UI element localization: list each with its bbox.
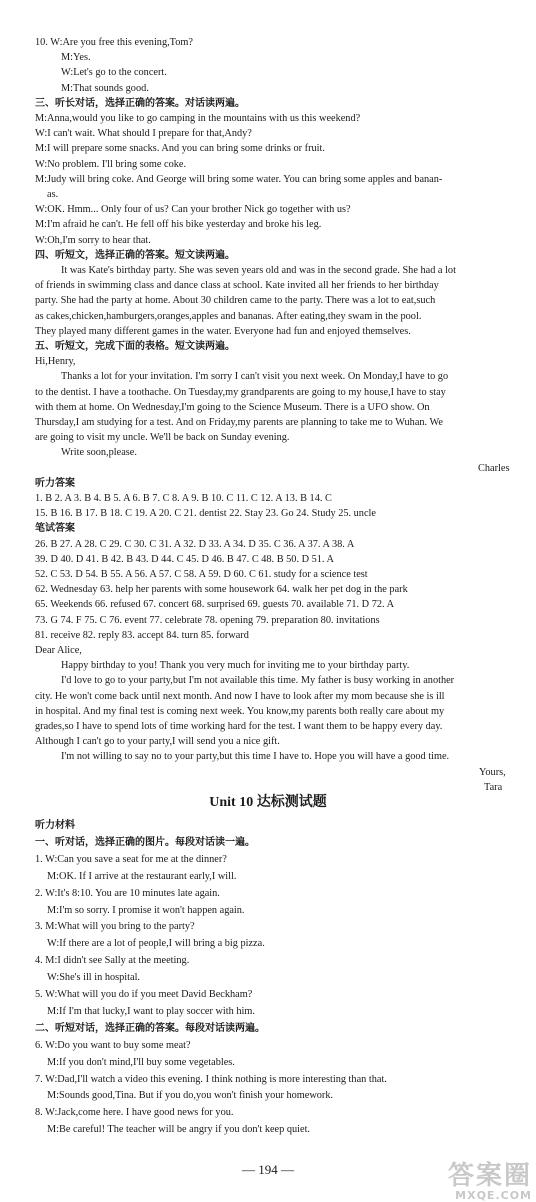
text-line: 4. M:I didn't see Sally at the meeting. <box>35 955 190 967</box>
text-line: M:Judy will bring coke. And George will bring some water. You can bring some apples and banan- <box>35 173 443 185</box>
text-line: W:OK. Hmm... Only four of us? Can your brother Nick go together with us? <box>35 204 351 216</box>
text-line: city. He won't come back until next month. And now I have to look after my mom because she is ill <box>35 690 445 702</box>
text-line: 5. W:What will you do if you meet David Beckham? <box>35 989 253 1000</box>
text-line: party. She had the party at home. About 30 children came to the party. There was a lot to eat,such <box>35 295 436 307</box>
text-line: M:I will prepare some snacks. And you can bring some drinks or fruit. <box>35 143 325 155</box>
text-line: as. <box>47 189 59 200</box>
text-line: I'd love to go to your party,but I'm not available this time. My father is busy working in another <box>61 675 455 687</box>
watermark-logo: 答案圈 MXQE.COM <box>447 1161 532 1202</box>
text-line: 1. B 2. A 3. B 4. B 5. A 6. B 7. C 8. A 9. B 10. C 11. C 12. A 13. B 14. C <box>35 493 332 504</box>
text-line: Thursday,I am studying for a test. And on Friday,my parents are planning to take me to Wuhan. We <box>35 417 443 428</box>
text-line: Happy birthday to you! Thank you very much for inviting me to your birthday party. <box>61 660 410 672</box>
text-line: Write soon,please. <box>61 447 137 459</box>
text-line: grades,so I have to spend lots of time working hard for the test. I want them to be happy every day. <box>35 721 443 732</box>
text-line: W:Oh,I'm sorry to hear that. <box>35 234 151 246</box>
text-line: 1. W:Can you save a seat for me at the dinner? <box>35 853 227 865</box>
text-line: Dear Alice, <box>35 645 82 656</box>
text-line: 62. Wednesday 63. help her parents with some housework 64. walk her pet dog in the park <box>35 584 408 596</box>
text-line: Tara <box>484 781 503 793</box>
text-line: as cakes,chicken,hamburgers,oranges,apples and bananas. After eating,they swam in the pool. <box>35 310 422 322</box>
text-line: 6. W:Do you want to buy some meat? <box>35 1039 191 1051</box>
text-line: 2. W:It's 8:10. You are 10 minutes late again. <box>35 887 220 899</box>
text-line: 3. M:What will you bring to the party? <box>35 921 195 933</box>
text-line: with them at home. On Wednesday,I'm going to the Science Museum. There is a UFO show. On <box>35 401 430 413</box>
text-line: W:Let's go to the concert. <box>61 67 167 79</box>
text-line: of friends in swimming class and dance class at school. Kate invited all her friends to her birthday <box>35 280 439 292</box>
section-heading: 五、听短文，完成下面的表格。短文读两遍。 <box>35 341 235 352</box>
text-line: M:I'm afraid he can't. He fell off his bike yesterday and broke his leg. <box>35 219 322 231</box>
section-heading: 笔试答案 <box>35 523 75 535</box>
text-line: W:She's ill in hospital. <box>47 972 140 984</box>
text-line: M:Yes. <box>61 52 91 64</box>
text-line: M:Anna,would you like to go camping in the mountains with us this weekend? <box>35 113 361 124</box>
text-line: M:Sounds good,Tina. But if you do,you won't finish your homework. <box>47 1090 334 1102</box>
text-line: Yours, <box>479 766 506 778</box>
text-line: M:Be careful! The teacher will be angry if you don't keep quiet. <box>47 1124 310 1136</box>
section-heading: 四、听短文，选择正确的答案。短文读两遍。 <box>35 249 235 261</box>
text-line: Thanks a lot for your invitation. I'm sorry I can't visit you next week. On Monday,I have to go <box>61 371 449 383</box>
page-number: — 194 — <box>242 1162 294 1177</box>
text-line: They played many different games in the water. Everyone had fun and enjoyed themselves. <box>35 325 411 337</box>
text-line: 26. B 27. A 28. C 29. C 30. C 31. A 32. D 33. A 34. D 35. C 36. A 37. A 38. A <box>35 538 355 550</box>
text-line: M:If I'm that lucky,I want to play soccer with him. <box>47 1005 255 1017</box>
text-line: M:That sounds good. <box>61 82 149 94</box>
text-line: in hospital. And my final test is coming next week. You know,my parents both really care about my <box>35 705 445 717</box>
text-line: 8. W:Jack,come here. I have good news for you. <box>35 1107 234 1119</box>
text-line: 73. G 74. F 75. C 76. event 77. celebrate 78. opening 79. preparation 80. invitations <box>35 614 380 626</box>
text-line: M:OK. If I arrive at the restaurant early,I will. <box>47 870 237 882</box>
text-line: I'm not willing to say no to your party,but this time I have to. Hope you will have a good time. <box>61 751 450 763</box>
text-line: Hi,Henry, <box>35 356 76 368</box>
text-line: 65. Weekends 66. refused 67. concert 68. surprised 69. guests 70. available 71. D 72. A <box>35 599 395 611</box>
section-heading: 听力答案 <box>35 477 75 489</box>
text-line: 39. D 40. D 41. B 42. B 43. D 44. C 45. D 46. B 47. C 48. B 50. D 51. A <box>35 553 334 565</box>
text-line: 15. B 16. B 17. B 18. C 19. A 20. C 21. dentist 22. Stay 23. Go 24. Study 25. uncle <box>35 508 376 520</box>
text-line: M:I'm so sorry. I promise it won't happen again. <box>47 904 245 916</box>
unit-title: Unit 10 达标测试题 <box>209 795 327 810</box>
text-line: 52. C 53. D 54. B 55. A 56. A 57. C 58. A 59. D 60. C 61. study for a science test <box>35 569 368 580</box>
text-line: It was Kate's birthday party. She was seven years old and was in the second grade. She had a lot <box>61 265 456 276</box>
text-line: Although I can't go to your party,I will send you a nice gift. <box>35 736 280 748</box>
section-heading: 三、听长对话，选择正确的答案。对话读两遍。 <box>35 97 245 109</box>
text-line: are going to visit my uncle. We'll be back on Sunday evening. <box>35 432 290 444</box>
text-line: Charles <box>478 462 510 474</box>
text-line: to the dentist. I have a toothache. On Tuesday,my grandparents are going to my house,I have to stay <box>35 386 446 398</box>
text-line: M:If you don't mind,I'll buy some vegetables. <box>47 1056 235 1068</box>
text-line: W:I can't wait. What should I prepare for that,Andy? <box>35 128 252 140</box>
text-line: 7. W:Dad,I'll watch a video this evening. I think nothing is more interesting than that. <box>35 1073 387 1085</box>
text-line: W:No problem. I'll bring some coke. <box>35 158 187 170</box>
section-heading: 一、听对话，选择正确的图片。每段对话读一遍。 <box>35 836 255 848</box>
text-line: 10. W:Are you free this evening,Tom? <box>35 37 193 48</box>
text-line: 81. receive 82. reply 83. accept 84. turn 85. forward <box>35 629 249 641</box>
section-heading: 听力材料 <box>35 820 75 831</box>
section-heading: 二、听短对话，选择正确的答案。每段对话读两遍。 <box>35 1022 265 1034</box>
text-line: W:If there are a lot of people,I will bring a big pizza. <box>47 938 265 950</box>
